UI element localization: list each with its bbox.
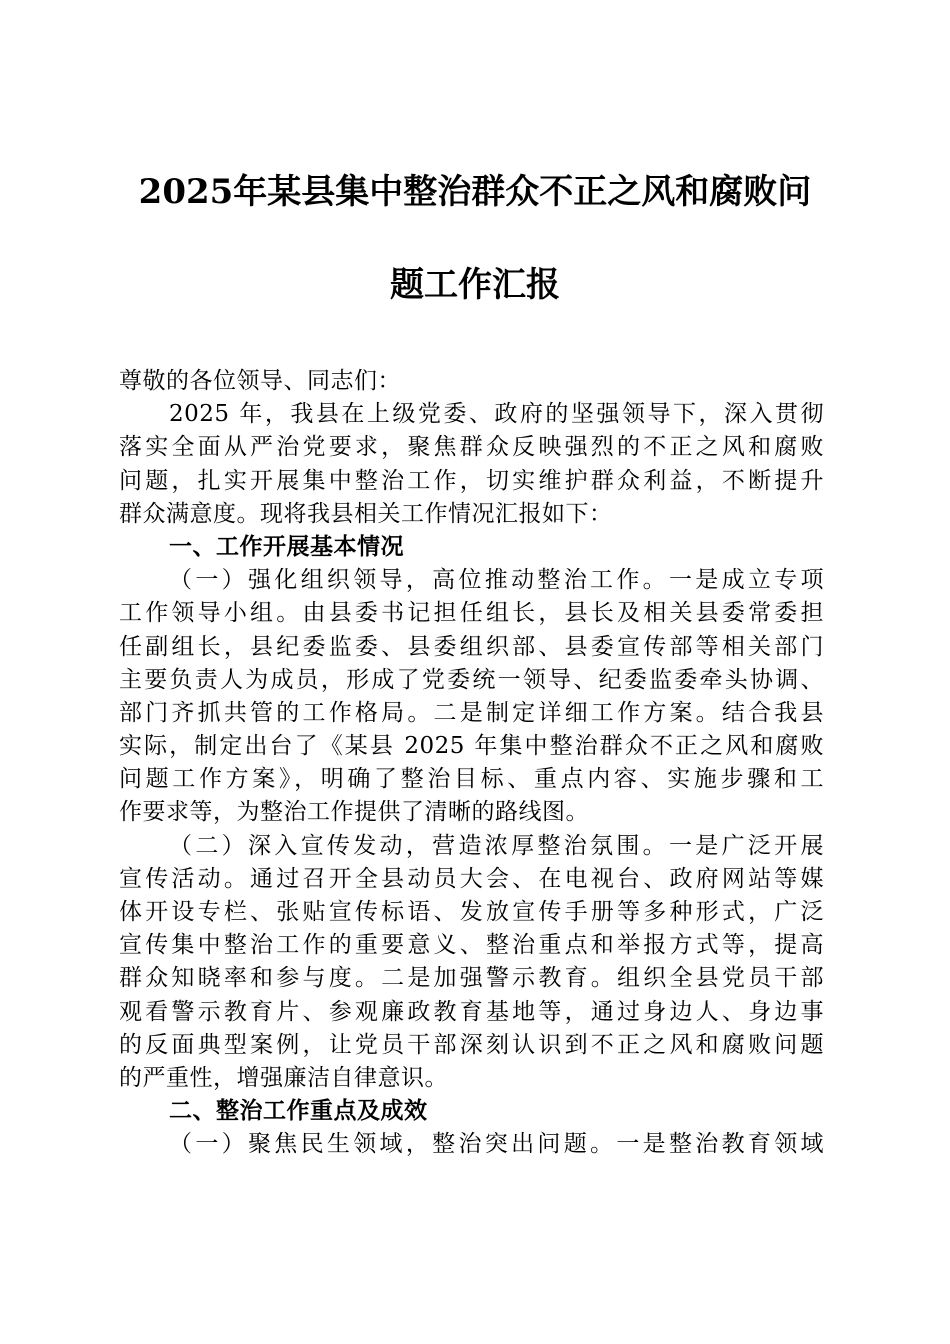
paragraph-line: 工作领导小组。由县委书记担任组长，县长及相关县委常委担 (119, 600, 824, 627)
paragraph-line: 宣传集中整治工作的重要意义、整治重点和举报方式等，提高 (119, 932, 824, 959)
section-heading: 二、整治工作重点及成效 (169, 1098, 428, 1125)
paragraph-line: 2025 年，我县在上级党委、政府的坚强领导下，深入贯彻 (169, 401, 824, 428)
paragraph-line: 落实全面从严治党要求，聚焦群众反映强烈的不正之风和腐败 (119, 434, 824, 461)
paragraph-line: 部门齐抓共管的工作格局。二是制定详细工作方案。结合我县 (119, 699, 824, 726)
paragraph-line: 的反面典型案例，让党员干部深刻认识到不正之风和腐败问题 (119, 1031, 824, 1058)
paragraph-line: 尊敬的各位领导、同志们： (119, 368, 401, 394)
paragraph-line: 体开设专栏、张贴宣传标语、发放宣传手册等多种形式，广泛 (119, 899, 824, 925)
paragraph-line: 主要负责人为成员，形成了党委统一领导、纪委监委牵头协调、 (119, 666, 824, 693)
paragraph-line: （一）聚焦民生领域，整治突出问题。一是整治教育领域 (169, 1131, 824, 1158)
paragraph-line: （一）强化组织领导，高位推动整治工作。一是成立专项 (169, 567, 824, 594)
paragraph-line: 任副组长，县纪委监委、县委组织部、县委宣传部等相关部门 (119, 633, 824, 660)
paragraph-line: 观看警示教育片、参观廉政教育基地等，通过身边人、身边事 (119, 998, 824, 1025)
paragraph-line: 宣传活动。通过召开全县动员大会、在电视台、政府网站等媒 (119, 865, 824, 892)
paragraph-line: 作要求等，为整治工作提供了清晰的路线图。 (119, 799, 589, 826)
paragraph-line: 实际，制定出台了《某县 2025 年集中整治群众不正之风和腐败 (119, 733, 824, 760)
paragraph-line: 的严重性，增强廉洁自律意识。 (119, 1064, 448, 1091)
paragraph-line: 问题，扎实开展集中整治工作，切实维护群众利益，不断提升 (119, 467, 824, 494)
document-title-line-2: 题工作汇报 (390, 265, 560, 305)
document-body (119, 365, 824, 1162)
paragraph-line: （二）深入宣传发动，营造浓厚整治氛围。一是广泛开展 (169, 832, 824, 859)
document-title-line-1: 2025年某县集中整治群众不正之风和腐败问 (138, 172, 812, 212)
section-heading: 一、工作开展基本情况 (169, 533, 404, 560)
paragraph-line: 群众满意度。现将我县相关工作情况汇报如下： (119, 500, 613, 527)
paragraph-line: 问题工作方案》，明确了整治目标、重点内容、实施步骤和工 (119, 766, 824, 793)
paragraph-line: 群众知晓率和参与度。二是加强警示教育。组织全县党员干部 (119, 965, 824, 992)
